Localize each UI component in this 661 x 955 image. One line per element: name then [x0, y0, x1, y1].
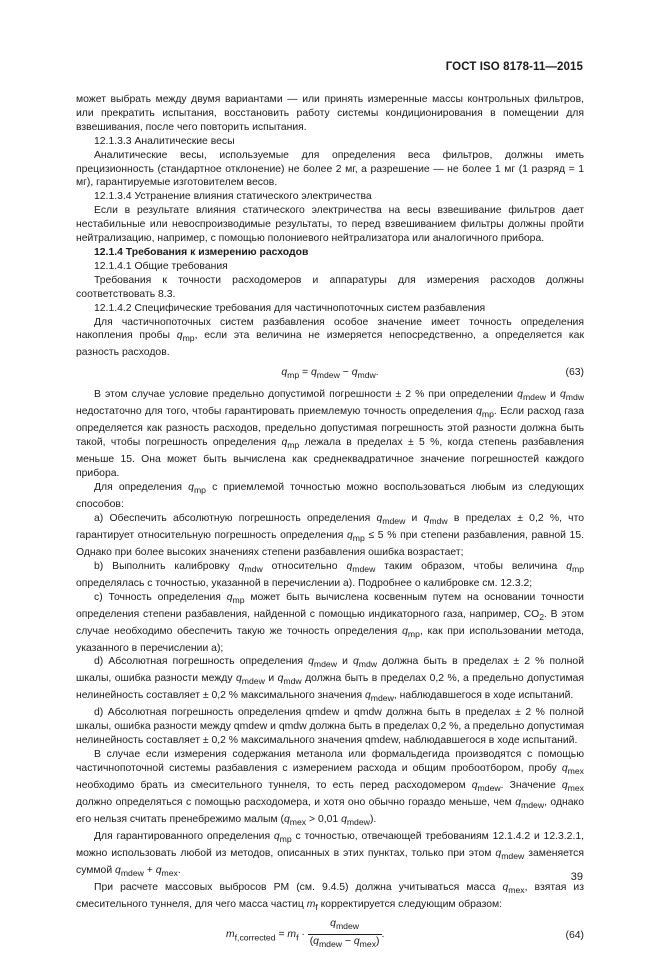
- paragraph: Аналитические весы, используемые для определения веса фильтров, должны иметь прецизионность (стандартное отклонение) не более 2 мг, а разрешение — не более 1 мг (1 разряд = 1 мг), гарантируемые изготовителем весов.: [76, 149, 584, 189]
- formula-expression: $q_{mp} = q_{mdew} - q_{mdw}$.: [281, 367, 379, 381]
- formula-number: (63): [565, 367, 584, 379]
- paragraph: Если в результате влияния статического электричества на весы взвешивание фильтров дает нестабильные или невоспроизводимые результаты, то перед взвешиванием фильтры должны пройти нейтрализацию, например, с помощью полониевого нейтрализатора или аналогичного прибора.: [76, 205, 584, 245]
- subsection-heading: d) Абсолютная погрешность определения qmdew и qmdw должна быть в пределах ± 2 % полной шкалы, ошибка разности между qmdew и qmdw должна быть в пределах 0,2 %, а предельно допустимая нелинейность составляет ± 0,2 % максимального значения qmdew, наблюдавшегося в ходе испытаний.: [76, 707, 584, 747]
- paragraph: Требования к точности расходомеров и аппаратуры для измерения расходов должны соответствовать 8.3.: [76, 274, 584, 300]
- subsection-heading: 12.1.3.4 Устранение влияния статического электричества: [94, 191, 372, 203]
- paragraph: В этом случае условие предельно допустимой погрешности ± 2 % при определении $q_{mdew}$ и $q_{mdw}$ недостаточно для того, чтобы гарантировать приемлемую точность определения $q_{mp}$. Если расход газа определяется как разность расходов, предельно допустимая погрешность этой разности должна быть такой, чтобы погрешность определения $q_{mp}$ лежала в пределах ± 5 %, когда степень разбавления меньше 15. Она может быть вычислена как среднеквадратичное значение погрешностей каждого прибора.: [76, 389, 585, 480]
- paragraph: Для определения $q_{mp}$ с приемлемой точностью можно воспользоваться любым из следующих способов:: [76, 481, 584, 510]
- paragraph: Для гарантированного определения $q_{mp}$ с точностью, отвечающей требованиям 12.1.4.2 и 12.3.2.1, можно использовать любой из методов, описанных в этих пунктах, только при этом $q_{mdew}$ заменяется суммой $q_{mdew} + q_{mex}$.: [76, 831, 584, 879]
- subsection-heading: 12.1.4.2 Специфические требования для частичнопоточных систем разбавления: [94, 302, 486, 314]
- fraction-denominator: $(q_{mdew} - q_{mex})$: [309, 935, 380, 949]
- page-number: 39: [570, 871, 583, 883]
- list-item-c: c) Точность определения $q_{mp}$ может быть вычислена косвенным путем на основании точности определения степени разбавления, найденной с помощью индикаторного газа, например, $CO_2$. В этом случае необходимо обеспечить такую же точность определения $q_{mp}$, как при использовании метода, указанного в перечислении а);: [76, 591, 584, 654]
- subsection-heading: 12.1.3.3 Аналитические весы: [94, 135, 235, 147]
- list-item-d: d) Абсолютная погрешность определения $q_{mdew}$ и $q_{mdw}$ должна быть в пределах ± 2 % полной шкалы, ошибка разности между $q_{mdew}$ и $q_{mdw}$ должна быть в пределах 0,2 %, а предельно допустимая нелинейность составляет ± 0,2 % максимального значения $q_{mdew}$, наблюдавшегося в ходе испытаний.: [76, 656, 585, 704]
- formula-expression: $m_{f,corrected} = m_f$ · $\frac{q_{mdew}}{(q_{mdew} - q_{mex})}$ .: [226, 917, 384, 952]
- paragraph: В случае если измерения содержания метанола или формальдегида производятся с помощью частичнопоточной системы разбавления с измерением расхода и общим пробоотбором, пробу $q_{mex}$ необходимо брать из смесительного туннеля, то есть перед расходомером $q_{mdew}$. Значение $q_{mex}$ должно определяться с помощью расходомера, и хотя оно обычно гораздо меньше, чем $q_{mdew}$, однако его нельзя считать пренебрежимо малым ($q_{mex} > 0,01$ $q_{mdew}$).: [76, 749, 584, 828]
- fraction-numerator: $q_{mdew}$: [308, 917, 382, 935]
- paragraph: При расчете массовых выбросов PM (см. 9.4.5) должна учитываться масса $q_{mex}$, взятая из смесительного туннеля, для чего масса частиц $m_f$ корректируется следующим образом:: [76, 881, 584, 913]
- list-item-a: a) Обеспечить абсолютную погрешность определения $q_{mdew}$ и $q_{mdw}$ в пределах ± 0,2 %, что гарантирует относительную погрешность определения $q_{mp} \le 5$ % при степени разбавления, равной 15. Однако при более высоких значениях степени разбавления ошибка возрастает;: [76, 512, 585, 558]
- paragraph: Для частичнопоточных систем разбавления особое значение имеет точность определения накопления пробы $q_{mp}$, если эта величина не измеряется непосредственно, а определяется как разность расходов.: [76, 316, 584, 359]
- formula-64: [76, 917, 584, 955]
- list-item-b: b) Выполнить калибровку $q_{mdw}$ относительно $q_{mdew}$ таким образом, чтобы величина $q_{mp}$ определялась с точностью, указанной в перечислении а). Подробнее о калибровке см. 12.3.2;: [76, 560, 585, 589]
- page-body: [76, 93, 584, 955]
- fraction: [308, 917, 382, 952]
- section-heading: 12.1.4 Требования к измерению расходов: [94, 246, 309, 258]
- formula-63: [76, 360, 584, 388]
- paragraph: может выбрать между двумя вариантами — или принять измеренные массы контрольных фильтров, или прекратить испытания, восстановить работу системы кондиционирования в помещении для взвешивания, после чего повторить испытания.: [76, 94, 584, 133]
- formula-number: (64): [565, 929, 584, 941]
- document-header: ГОСТ ISO 8178-11—2015: [445, 61, 583, 73]
- subsection-heading: 12.1.4.1 Общие требования: [94, 260, 228, 272]
